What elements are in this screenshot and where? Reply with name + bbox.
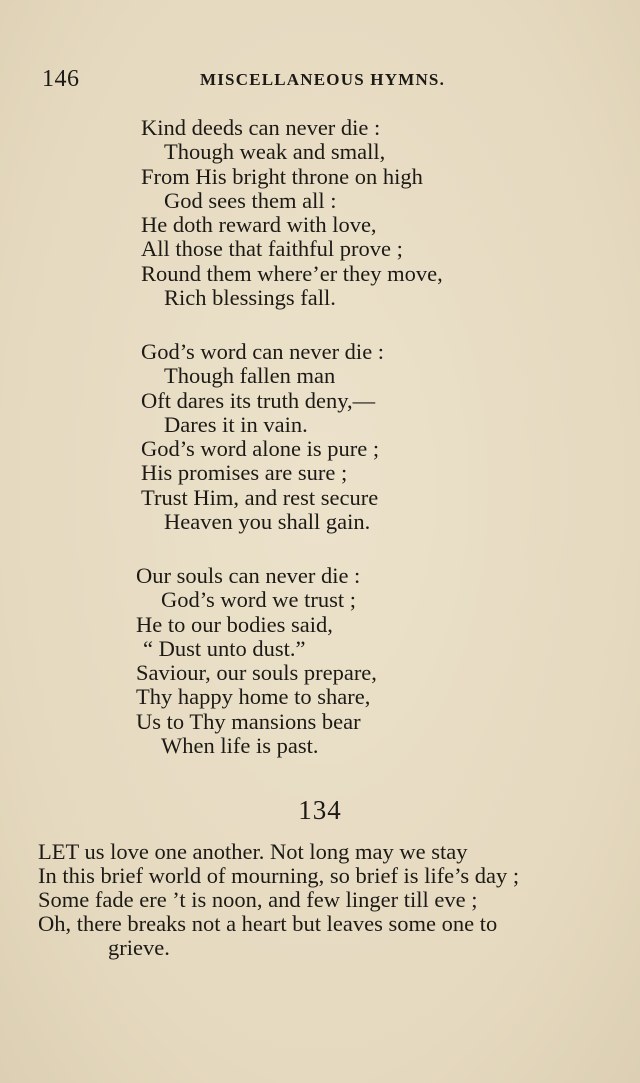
verse-line: Thy happy home to share,: [136, 684, 371, 710]
verse-line: All those that faithful prove ;: [141, 236, 403, 262]
verse-line: Oh, there breaks not a heart but leaves some one to: [38, 911, 498, 936]
verse-line: Some fade ere ’t is noon, and few linger till eve ;: [38, 887, 478, 912]
verse-line: When life is past.: [161, 733, 319, 759]
verse-line: He doth reward with love,: [141, 212, 377, 238]
page-header: [0, 66, 640, 96]
running-head: MISCELLANEOUS HYMNS.: [200, 70, 446, 89]
hymn-number: 134: [298, 795, 342, 825]
verse-line: God’s word we trust ;: [161, 587, 356, 613]
page-number: 146: [42, 66, 80, 92]
verse-line: Though weak and small,: [164, 139, 386, 165]
stanza-3: [0, 564, 640, 758]
verse-line: God’s word alone is pure ;: [141, 436, 380, 462]
verse-line: From His bright throne on high: [141, 163, 423, 189]
verse-line: God sees them all :: [164, 187, 337, 213]
verse-line: In this brief world of mourning, so brief is life’s day ;: [38, 863, 520, 888]
verse-line: Our souls can never die :: [136, 563, 361, 588]
verse-line: grieve.: [108, 935, 170, 960]
verse-line: His promises are sure ;: [141, 460, 348, 486]
stanza-1: [0, 116, 640, 310]
verse-line: “ Dust unto dust.”: [143, 635, 306, 661]
verse-line: Dares it in vain.: [164, 411, 308, 437]
hymn-134-text: [0, 840, 640, 960]
verse-line: Rich blessings fall.: [164, 285, 336, 311]
verse-line: Oft dares its truth deny,—: [141, 387, 376, 413]
stanza-2: [0, 340, 640, 534]
verse-line: Heaven you shall gain.: [164, 509, 371, 535]
verse-line: He to our bodies said,: [136, 611, 333, 637]
verse-line: Saviour, our souls prepare,: [136, 660, 377, 686]
verse-line: Though fallen man: [164, 363, 336, 389]
verse-line: LET us love one another. Not long may we stay: [38, 839, 468, 864]
verse-line: Us to Thy mansions bear: [136, 708, 361, 734]
verse-line: Round them where’er they move,: [141, 260, 443, 286]
verse-line: God’s word can never die :: [141, 339, 385, 364]
verse-line: Trust Him, and rest secure: [141, 484, 379, 510]
verse-line: Kind deeds can never die :: [141, 115, 381, 140]
